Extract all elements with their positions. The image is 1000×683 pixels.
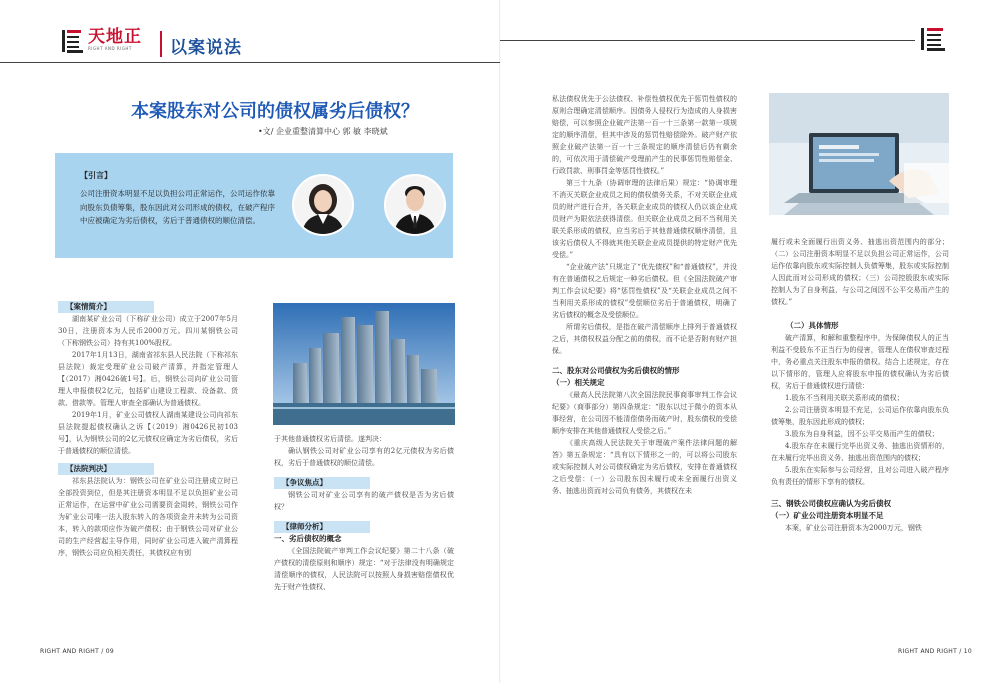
section-title: 以案说法 [170, 38, 242, 58]
logo-text: 天地正 [88, 27, 142, 47]
list-item: 2.公司注册资本明显不充足，公司运作依靠向股东负债筹集，股东因此形成的债权； [771, 406, 949, 426]
court-ruling-heading: 【法院判决】 [58, 463, 238, 475]
paragraph: 2017年1月13日，湖南省祁东县人民法院（下称祁东县法院）裁定受理矿业公司破产清算，并指定管理人【（2017）湘0426破1号】。后，钢铁公司向矿业公司管理人申报债权2亿元，包括矿山建设工程款、设备款、货款、借款等。管理人审查全部确认为普通债权。 [58, 351, 238, 407]
case-summary-heading: 【案情简介】 [58, 301, 238, 313]
paragraph: 于其他普通债权劣后清偿。遂判决： [274, 435, 386, 443]
paragraph: 第三十九条（协调审理的法律后果）规定：“协调审理不消灭关联企业成员之间的债权债务关系，不对关联企业成员的财产进行合并，各关联企业成员的债权人仍以该企业成员财产为限依法获得清偿。但关联企业成员之间不当利用关联关系形成的债权，应当劣后于其他普通债权顺序清偿，且该劣后债权人不得就其他关联企业成员提供的特定财产优先受偿。” [552, 179, 737, 259]
subheading: 一、劣后债权的概念 [274, 534, 342, 543]
list-item: 4.股东存在未履行完毕出资义务、抽逃出资情形的，在未履行完毕出资义务、抽逃出资范围内的债权； [771, 442, 949, 462]
page-gutter [499, 0, 501, 683]
text-column-4 [771, 236, 949, 534]
laptop-work-photo [769, 93, 949, 215]
paragraph: 破产清算，和解和重整程序中，为保障债权人的正当利益不受股东不正当行为的侵害，管理人在债权审查过程中，务必重点关注股东申报的债权。结合上述规定，存在以下情形的，管理人应将股东申报的债权确认为劣后债权，劣后于普通债权进行清偿： [771, 334, 949, 390]
subheading: （二）具体情形 [786, 321, 839, 330]
paragraph: 确认钢铁公司对矿业公司享有的2亿元债权为劣后债权，劣后于普通债权的顺位清偿。 [274, 447, 454, 467]
header-rule-left [0, 62, 500, 63]
list-item: 1.股东不当利用关联关系形成的债权； [785, 394, 904, 402]
intro-text: 公司注册资本明显不足以负担公司正常运作，公司运作依靠向股东负债筹集，股东因此对公司形成的债权，在破产程序中应被确定为劣后债权，劣后于普通债权的顺位清偿。 [80, 189, 275, 225]
paragraph: 《最高人民法院第八次全国法院民事商事审判工作会议纪要》（商事部分）第四条规定：“股东以过于微小的资本从事经营，在公司因不能清偿债务而破产时，股东债权的受偿顺序安排在其他普通债权人受偿之后。” [552, 391, 737, 435]
subheading: 三、钢铁公司债权应确认为劣后债权 [771, 499, 891, 508]
subheading: 二、股东对公司债权为劣后债权的情形 [552, 366, 680, 375]
list-item: 3.股东为自身利益，因不公平交易而产生的债权； [785, 430, 939, 438]
paragraph: 2019年1月，矿业公司债权人湖南某建设公司向祁东县法院提起债权确认之诉【（2019）湘0426民初103号】，认为钢铁公司的2亿元债权应确定为劣后债权，劣后于普通债权的顺位清偿。 [58, 411, 238, 455]
text-column-1 [58, 299, 238, 559]
footer-left-page-number: RIGHT AND RIGHT / 09 [40, 648, 115, 655]
byline: •文/ 企业重整清算中心 郭 敏 李晓斌 [258, 127, 388, 136]
paragraph: 祁东县法院认为：钢铁公司在矿业公司注册成立时已全部投资到位，但是其注册资本明显不足以负担矿业公司正常运作，在运营中矿业公司需要资金周转，钢铁公司作为矿业公司唯一法人股东转入的各项资金并未转为公司资本，转入的款项应作为破产债权；由于钢铁公司对矿业公司的生产经营起主导作用，同时矿业公司进入破产清算程序，钢铁公司应负相关责任，其债权应有别 [58, 477, 238, 557]
city-skyline-photo [273, 303, 455, 425]
paragraph: 《重庆高级人民法院关于审理破产案件法律问题的解答》第五条规定：“具有以下情形之一的，可以将公司股东或实际控制人对公司债权确定为劣后债权，安排在普通债权之后受偿：（一）公司股东因未履行或未全面履行出资义务、抽逃出资而对公司负有债务，其债权在未 [552, 439, 737, 495]
paragraph: 本案，矿业公司注册资本为2000万元，钢铁 [785, 524, 922, 532]
dispute-focus-heading: 【争议焦点】 [274, 477, 454, 489]
subheading: （一）矿业公司注册资本明显不足 [771, 511, 884, 520]
paragraph: 《全国法院破产审判工作会议纪要》第二十八条（破产债权的清偿原则和顺序）规定：“对于法律没有明确规定清偿顺序的债权，人民法院可以按照人身损害赔偿债权优先于财产性债权、 [274, 547, 454, 591]
text-column-2 [274, 433, 454, 593]
article-title: 本案股东对公司的债权属劣后债权？ [131, 101, 419, 122]
brand-logo [62, 28, 142, 58]
text-column-3 [552, 93, 737, 497]
logo-subtext: RIGHT AND RIGHT [88, 46, 132, 51]
paragraph: “企业破产法”只规定了“优先债权”和“普通债权”，并没有在普通债权之后规定一种劣后债权。但《全国法院破产审判工作会议纪要》将“惩罚性债权”及“关联企业成员之间不当利用关系形成的债权”受偿顺位劣后于普通债权，明确了劣后债权的概念及受偿顺位。 [552, 263, 737, 319]
footer-right-page-number: RIGHT AND RIGHT / 10 [898, 648, 973, 655]
lawyer-analysis-heading: 【律师分析】 [274, 521, 454, 533]
author-photo-female [292, 174, 354, 236]
paragraph: 私法债权优先于公法债权、补偿性债权优先于惩罚性债权的原则合理确定清偿顺序。因债务人侵权行为造成的人身损害赔偿，可以参照企业破产法第一百一十三条第一款第一项规定的顺序清偿，但其中涉及的惩罚性赔偿除外。破产财产依照企业破产法第一百一十三条规定的顺序清偿后仍有剩余的，可依次用于清偿破产受理前产生的民事惩罚性赔偿金、行政罚款、刑事罚金等惩罚性债权。” [552, 95, 737, 175]
header-rule-right [500, 40, 915, 41]
header-divider [160, 31, 162, 57]
paragraph: 钢铁公司对矿业公司享有的破产债权是否为劣后债权？ [274, 491, 454, 511]
paragraph: 履行或未全面履行出资义务、抽逃出资范围内的部分；（二）公司注册资本明显不足以负担公司正常运作，公司运作依靠向股东或实际控制人负债筹集，股东或实际控制人因此而对公司形成的债权；（三）公司控股股东或实际控制人为了自身利益，与公司之间因不公平交易而产生的债权。” [771, 238, 949, 306]
intro-label: 【引言】 [80, 171, 112, 180]
paragraph: 湖南某矿业公司（下称矿业公司）成立于2007年5月30日，注册资本为人民币2000万元。四川某钢铁公司（下称钢铁公司）持有其100%股权。 [58, 315, 238, 347]
paragraph: 所谓劣后债权，是指在破产清偿顺序上排列于普通债权之后，其债权权益分配之前的债权，而不论是否附有财产担保。 [552, 323, 737, 355]
logo-mark-right-icon [921, 26, 947, 52]
author-photo-male [384, 174, 446, 236]
logo-mark-icon [62, 28, 84, 54]
list-item: 5.股东在实际参与公司经营，且对公司进入破产程序负有责任的情形下享有的债权。 [771, 466, 949, 486]
subheading: （一）相关规定 [552, 378, 605, 387]
